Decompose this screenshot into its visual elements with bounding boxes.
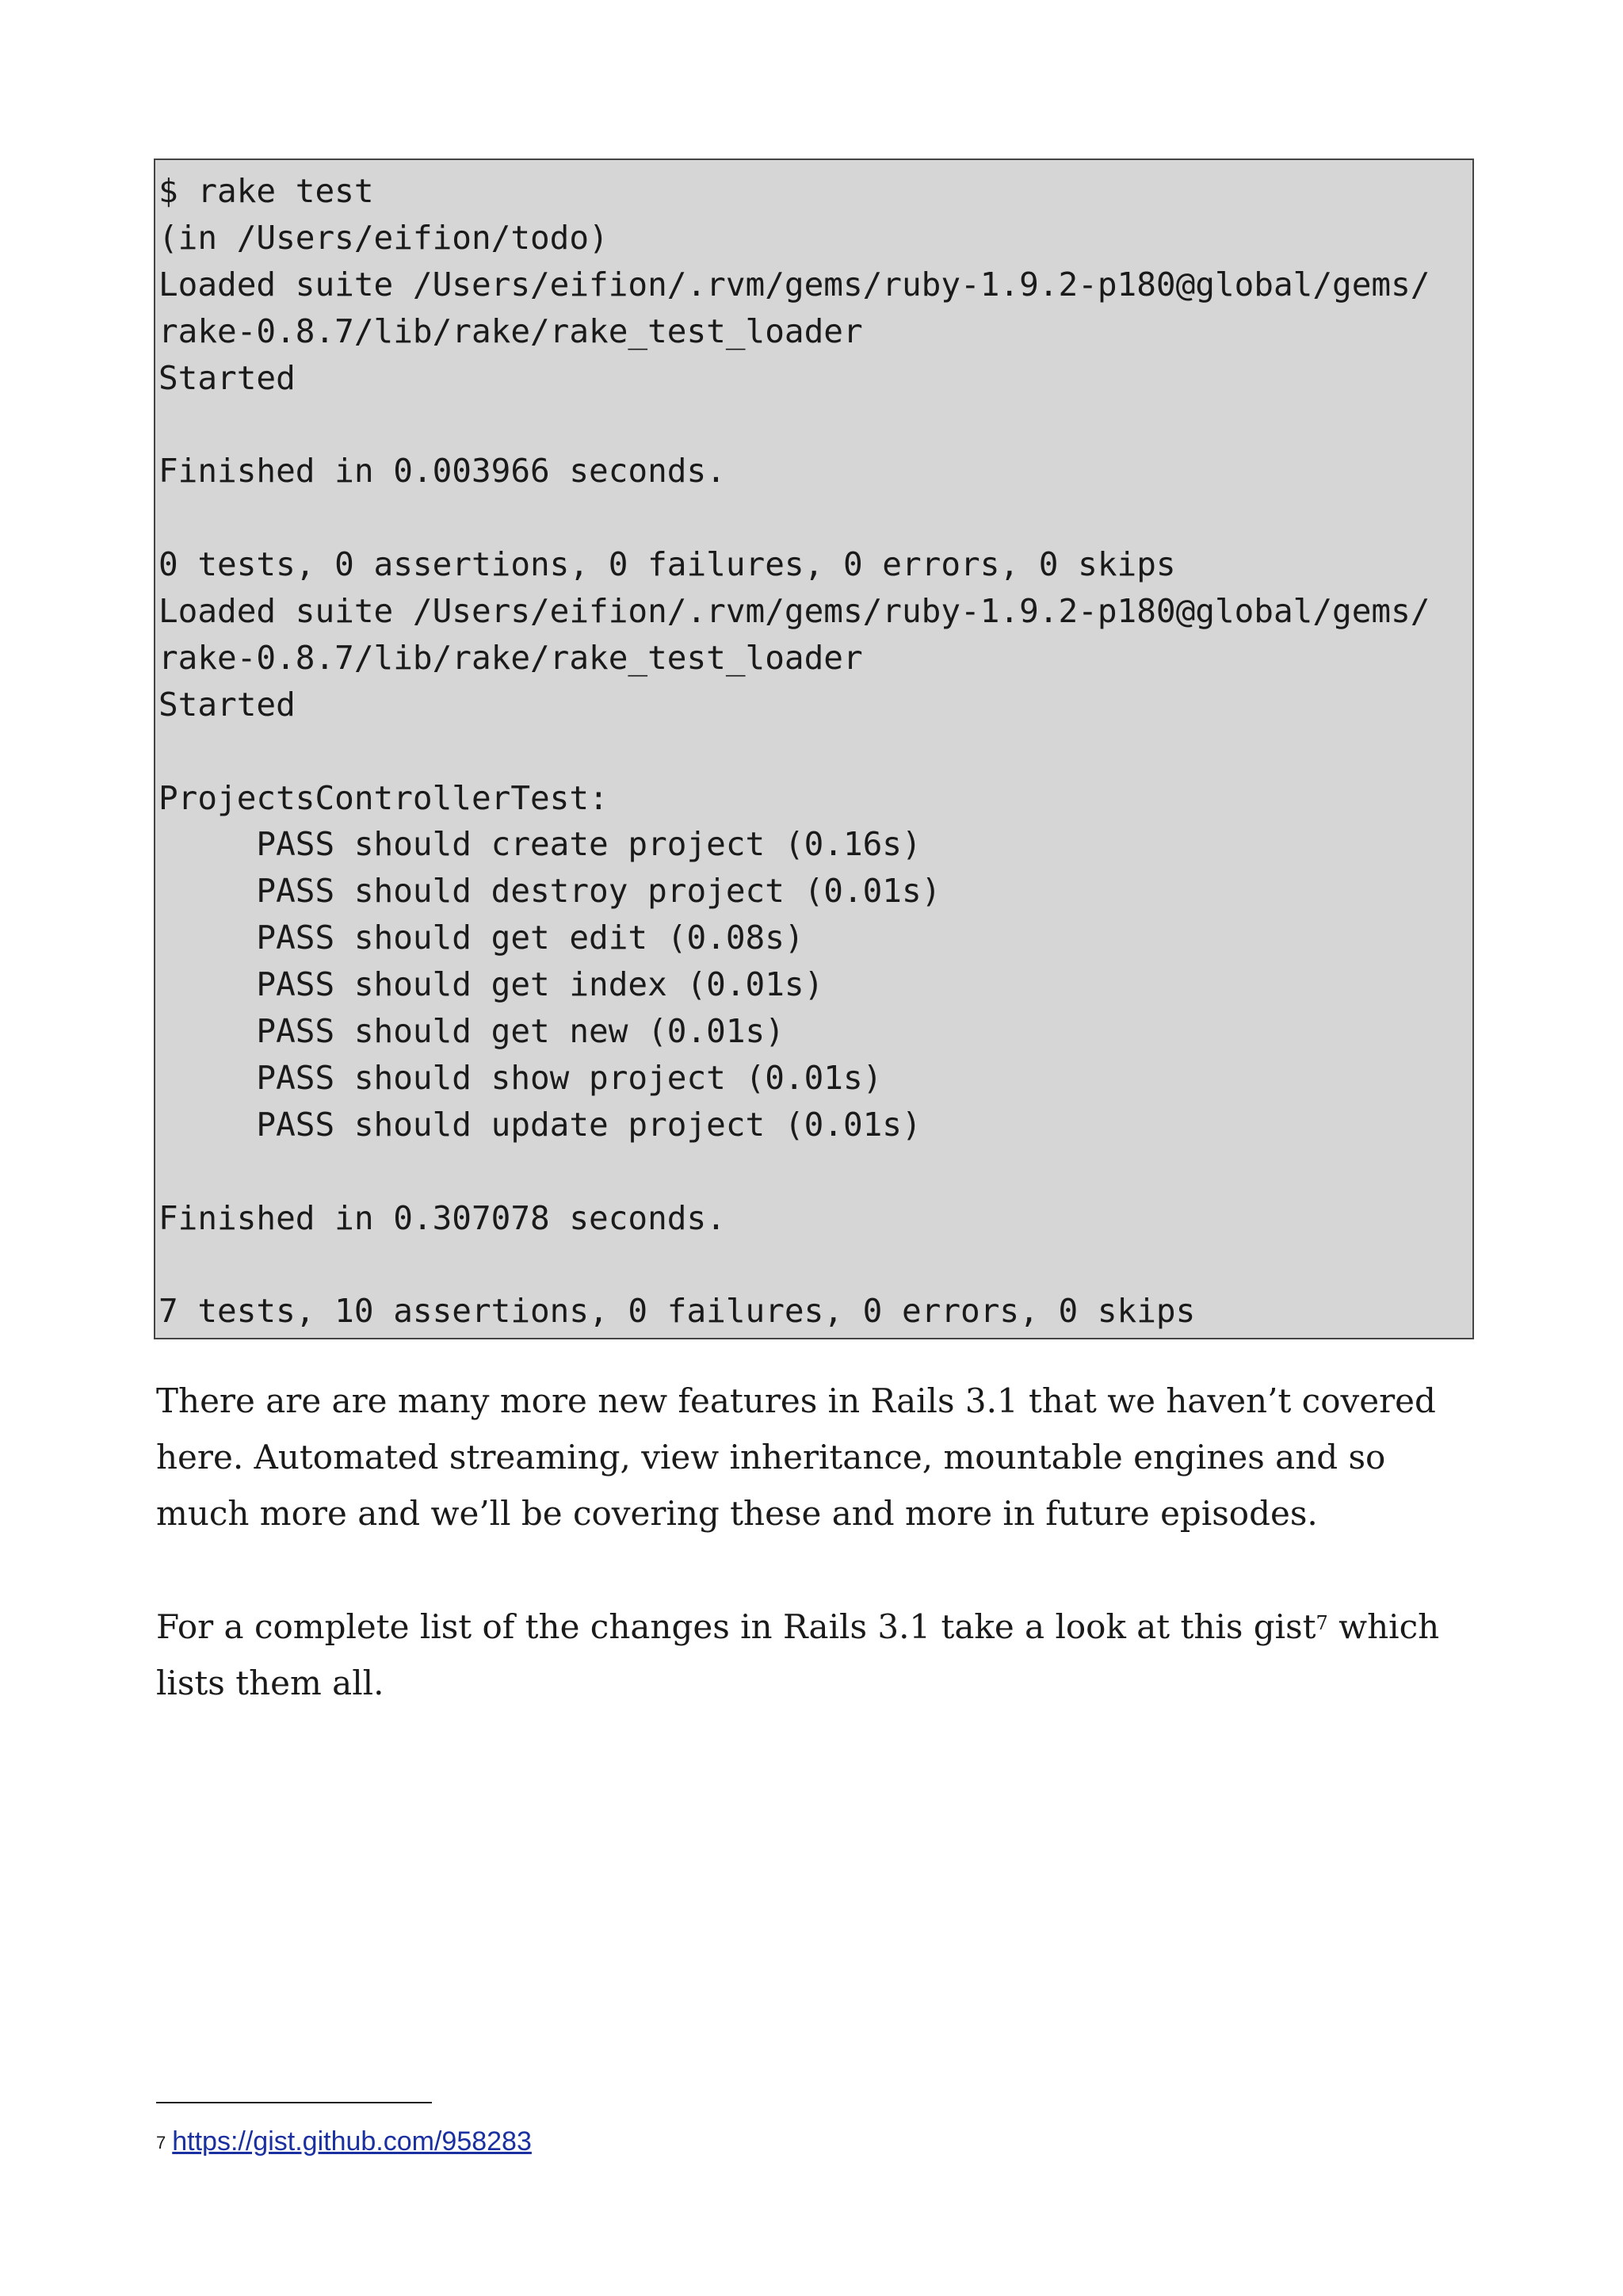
terminal-output-code-block <box>154 159 1474 1339</box>
code-line <box>158 1241 1472 1288</box>
footnote-number: 7 <box>156 2133 166 2153</box>
code-line: (in /Users/eifion/todo) <box>158 218 609 257</box>
code-line: Loaded suite /Users/eifion/.rvm/gems/ruby-1.9.2-p180@global/gems/ <box>158 592 1430 631</box>
code-line: Loaded suite /Users/eifion/.rvm/gems/ruby-1.9.2-p180@global/gems/ <box>158 265 1430 304</box>
paragraph-changes-list <box>156 1599 1487 1711</box>
code-line: ProjectsControllerTest: <box>158 778 609 817</box>
code-line <box>158 1148 1472 1195</box>
code-line: 0 tests, 0 assertions, 0 failures, 0 errors, 0 skips <box>158 545 1176 584</box>
code-line <box>158 728 1472 775</box>
code-line: PASS should get edit (0.08s) <box>158 919 804 957</box>
code-line <box>158 401 1472 448</box>
paragraph-changes-text: For a complete list of the changes in Rails 3.1 take a look at this gist <box>156 1607 1316 1646</box>
code-line: PASS should get index (0.01s) <box>158 965 824 1004</box>
code-line: rake-0.8.7/lib/rake/rake_test_loader <box>158 638 863 677</box>
code-line: PASS should show project (0.01s) <box>158 1058 883 1097</box>
code-line: $ rake test <box>158 172 374 210</box>
code-line <box>158 495 1472 541</box>
code-line: rake-0.8.7/lib/rake/rake_test_loader <box>158 311 863 350</box>
code-line: PASS should create project (0.16s) <box>158 825 922 864</box>
paragraph-new-features: There are are many more new features in Rails 3.1 that we haven’t covered here. Automated streaming, view inheritance, mountable engines and so much more and we’ll be covering these and more in future episodes. <box>156 1381 1436 1533</box>
code-line: 7 tests, 10 assertions, 0 failures, 0 errors, 0 skips <box>158 1292 1196 1331</box>
code-line: Started <box>158 685 296 724</box>
code-line: PASS should get new (0.01s) <box>158 1012 785 1051</box>
code-line: Finished in 0.003966 seconds. <box>158 452 726 491</box>
code-line: PASS should update project (0.01s) <box>158 1105 922 1144</box>
code-line: Started <box>158 358 296 397</box>
code-line: Finished in 0.307078 seconds. <box>158 1198 726 1237</box>
code-line: PASS should destroy project (0.01s) <box>158 872 941 911</box>
footnote-divider <box>156 2102 432 2103</box>
footnote <box>156 2124 532 2159</box>
paragraph-changes-text-end: which lists them all. <box>156 1607 1440 1702</box>
footnote-reference[interactable]: 7 <box>1316 1612 1328 1634</box>
footnote-link[interactable]: https://gist.github.com/958283 <box>172 2126 532 2157</box>
